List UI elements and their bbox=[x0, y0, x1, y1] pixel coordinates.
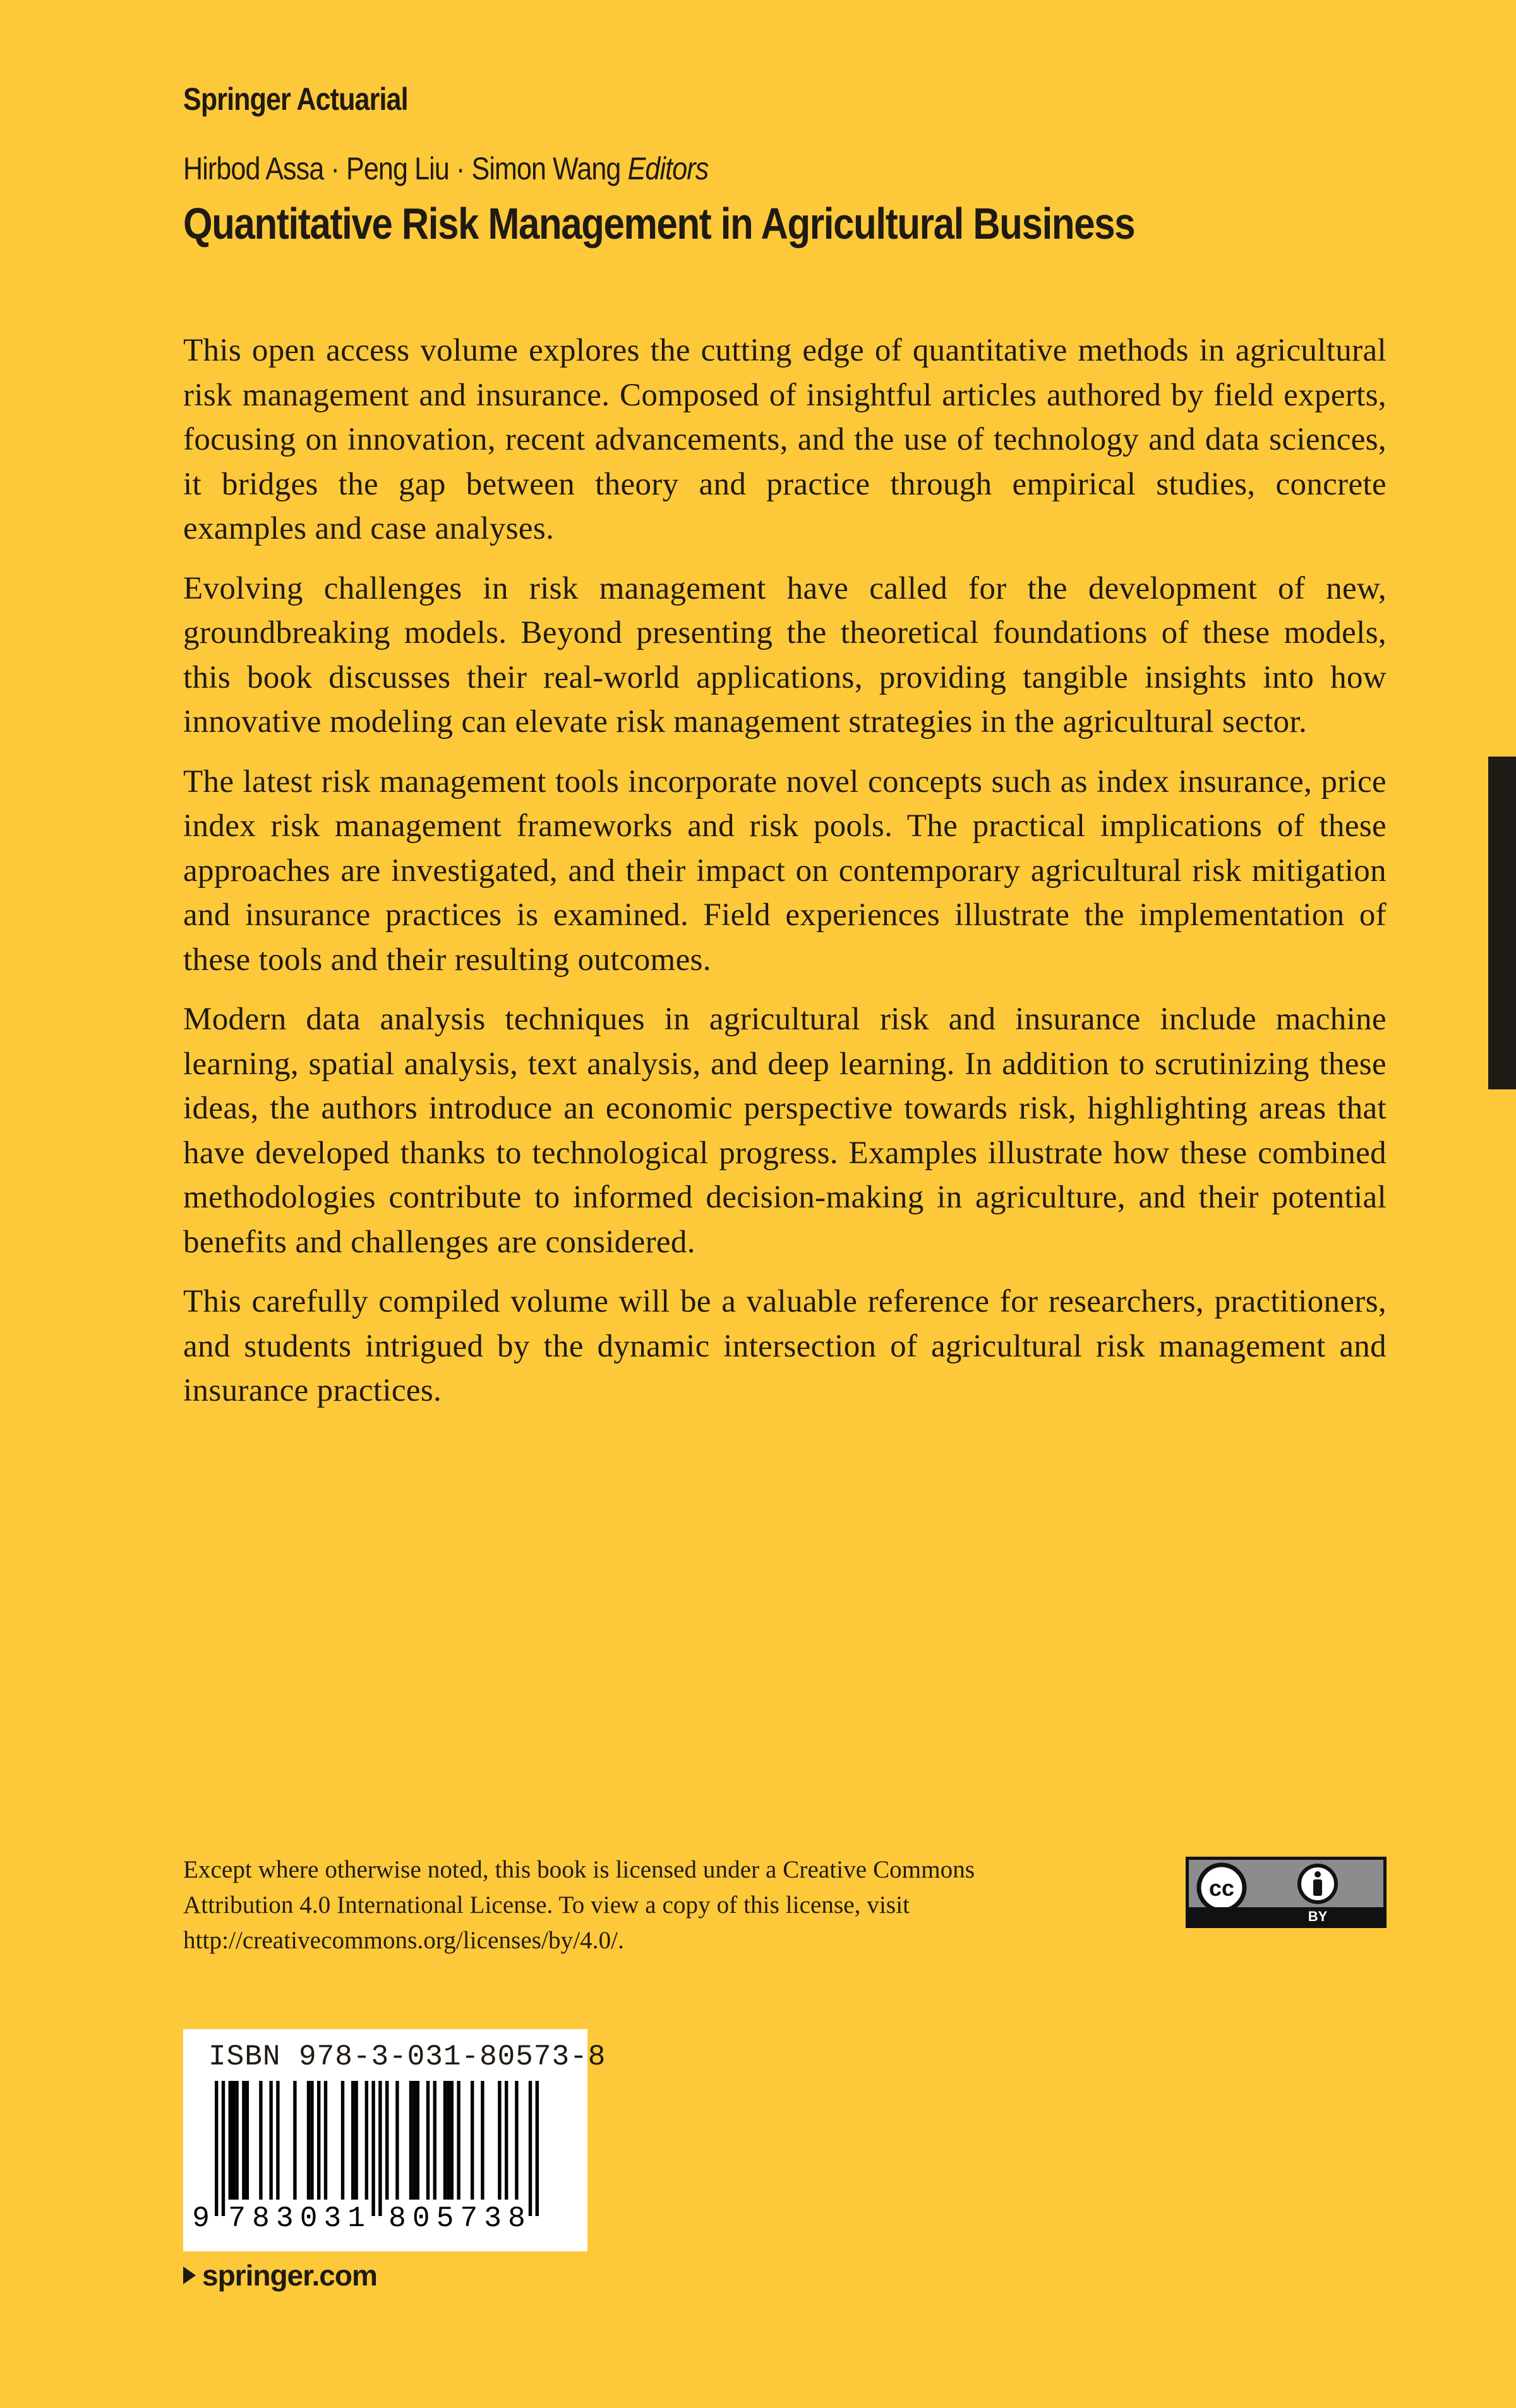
barcode-bar bbox=[471, 2081, 474, 2200]
blurb-paragraph-3: The latest risk management tools incorporate novel concepts such as index insurance, price index risk management frameworks and risk pools. The practical implications of these approaches are investigated, and their impact on contemporary agricultural risk mitigation and insurance practices is examined. Field experiences illustrate the implementation of these tools and their resulting outcomes. bbox=[183, 764, 1387, 978]
barcode-bar bbox=[536, 2081, 539, 2216]
by-band bbox=[1189, 1907, 1383, 1925]
by-label: BY bbox=[1308, 1908, 1328, 1924]
barcode-digit: 5 bbox=[436, 2202, 454, 2235]
barcode-bar bbox=[307, 2081, 310, 2200]
barcode-digit: 0 bbox=[412, 2202, 430, 2235]
barcode-digit: 0 bbox=[299, 2202, 318, 2235]
barcode-digit: 7 bbox=[460, 2202, 478, 2235]
barcode-bar bbox=[412, 2081, 416, 2200]
blurb-paragraph-4: Modern data analysis techniques in agricultural risk and insurance include machine learning, spatial analysis, text analysis, and deep learning. In addition to scrutinizing these ideas, the authors introduce an economic perspective towards risk, highlighting areas that have developed thanks to technological progress. Examples illustrate how these combined methodologies contribute to informed decision-making in agriculture, and their potential benefits and challenges are considered. bbox=[183, 1002, 1387, 1260]
barcode-bar bbox=[351, 2081, 354, 2200]
barcode-bar bbox=[385, 2081, 388, 2200]
person-body-icon bbox=[1313, 1879, 1322, 1896]
cc-label: cc bbox=[1208, 1875, 1235, 1901]
creative-commons-by-icon bbox=[1186, 1857, 1387, 1928]
website-text: springer.com bbox=[202, 2259, 377, 2292]
barcode-bar bbox=[242, 2081, 245, 2200]
barcode-bar bbox=[529, 2081, 532, 2216]
barcode-bar bbox=[481, 2081, 484, 2200]
series-name: Springer Actuarial bbox=[183, 81, 408, 117]
cc-badge-graphic bbox=[1189, 1860, 1383, 1925]
blurb bbox=[183, 328, 1387, 1429]
barcode-bar bbox=[229, 2081, 232, 2200]
barcode-bar bbox=[416, 2081, 419, 2200]
blurb-paragraph-2: Evolving challenges in risk management have called for the development of new, groundbreaking models. Beyond presenting the theoretical foundations of these models, this book discusses their real-world applications, providing tangible insights into how innovative modeling can elevate risk management strategies in the agricultural sector. bbox=[183, 570, 1387, 740]
editors-line bbox=[183, 150, 708, 187]
barcode-bar bbox=[371, 2081, 375, 2216]
barcode-bar bbox=[341, 2081, 344, 2200]
barcode-bar bbox=[426, 2081, 430, 2200]
blurb-paragraph-5: This carefully compiled volume will be a valuable reference for researchers, practitioners, and students intrigued by the dynamic intersection of agricultural risk management and insurance practices. bbox=[183, 1284, 1387, 1408]
barcode-bar bbox=[259, 2081, 262, 2200]
barcode-bar bbox=[222, 2081, 225, 2216]
barcode-bar bbox=[324, 2081, 327, 2200]
edge-marker-strip bbox=[1488, 757, 1516, 1089]
barcode-bar bbox=[269, 2081, 272, 2200]
barcode-digit: 8 bbox=[508, 2202, 526, 2235]
barcode-digits bbox=[192, 2202, 526, 2235]
license-notice: Except where otherwise noted, this book is licensed under a Creative Commons Attribution 4.0 International License. To view a copy of this license, visit http://creativecommons.org/licenses/by/4.0/. bbox=[183, 1856, 975, 1954]
barcode-digit: 1 bbox=[347, 2202, 365, 2235]
barcode-bar bbox=[317, 2081, 320, 2200]
arrow-right-icon bbox=[183, 2267, 196, 2284]
barcode-bar bbox=[395, 2081, 399, 2200]
person-head-icon bbox=[1314, 1871, 1321, 1878]
barcode-bar bbox=[515, 2081, 518, 2200]
barcode-bar bbox=[443, 2081, 447, 2200]
isbn-barcode bbox=[183, 2029, 606, 2251]
barcode-bar bbox=[433, 2081, 436, 2200]
barcode-bar bbox=[450, 2081, 454, 2200]
isbn-label: ISBN 978-3-031-80573-8 bbox=[208, 2040, 606, 2073]
barcode-bar bbox=[409, 2081, 412, 2200]
book-title: Quantitative Risk Management in Agricultural Business bbox=[183, 199, 1135, 248]
barcode-bars bbox=[215, 2081, 539, 2216]
barcode-bar bbox=[354, 2081, 358, 2200]
barcode-bar bbox=[246, 2081, 249, 2200]
barcode-bar bbox=[293, 2081, 296, 2200]
barcode-digit: 7 bbox=[228, 2202, 246, 2235]
barcode-digit: 3 bbox=[275, 2202, 294, 2235]
barcode-bar bbox=[378, 2081, 382, 2216]
barcode-bar bbox=[310, 2081, 313, 2200]
springer-website-link[interactable] bbox=[183, 2258, 377, 2292]
barcode-bar bbox=[447, 2081, 450, 2200]
barcode-bar bbox=[457, 2081, 460, 2200]
barcode-bar bbox=[498, 2081, 501, 2200]
barcode-bar bbox=[232, 2081, 235, 2200]
barcode-bar bbox=[365, 2081, 368, 2200]
barcode-digit: 8 bbox=[252, 2202, 270, 2235]
editor-names: Hirbod Assa · Peng Liu · Simon Wang bbox=[183, 151, 621, 186]
barcode-bar bbox=[235, 2081, 238, 2200]
barcode-digit: 9 bbox=[192, 2202, 210, 2235]
barcode-digit: 8 bbox=[388, 2202, 406, 2235]
barcode-digit: 3 bbox=[323, 2202, 342, 2235]
blurb-paragraph-1: This open access volume explores the cutting edge of quantitative methods in agricultural risk management and insurance. Composed of insightful articles authored by field experts, focusing on innovation, recent advancements, and the use of technology and data sciences, it bridges the gap between theory and practice through empirical studies, concrete examples and case analyses. bbox=[183, 333, 1387, 546]
editors-role: Editors bbox=[627, 151, 709, 186]
barcode-bar bbox=[276, 2081, 279, 2200]
barcode-digit: 3 bbox=[484, 2202, 502, 2235]
barcode-bar bbox=[215, 2081, 218, 2216]
barcode-bar bbox=[505, 2081, 508, 2200]
